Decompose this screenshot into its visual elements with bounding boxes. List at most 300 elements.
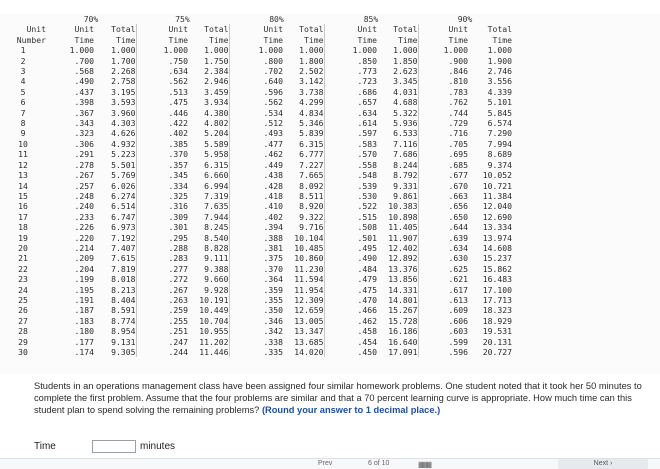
- table-row: [0, 149, 512, 159]
- table-cell: 8.244: [377, 160, 418, 170]
- table-cell: 1.000: [377, 45, 418, 55]
- table-cell: 7.319: [188, 191, 229, 201]
- table-cell: .449: [263, 159, 283, 170]
- table-cell: 8.954: [94, 326, 136, 336]
- table-cell: .650: [448, 211, 468, 222]
- table-cell: 18.323: [482, 305, 512, 316]
- unit-number-cell: 22: [18, 263, 28, 274]
- time-answer-input[interactable]: [92, 440, 136, 453]
- table-cell: 12.892: [377, 253, 418, 263]
- table-cell: .475: [357, 284, 377, 295]
- table-cell: 6.747: [94, 212, 136, 222]
- table-cell: 5.958: [188, 149, 229, 159]
- table-cell: 20.131: [482, 336, 512, 347]
- table-cell: .614: [357, 118, 377, 129]
- unit-number-cell: 17: [18, 211, 28, 222]
- table-cell: 10.052: [482, 170, 512, 181]
- table-cell: 10.191: [188, 295, 229, 305]
- table-cell: 9.331: [377, 181, 418, 191]
- table-row: [0, 45, 512, 55]
- table-cell: 11.446: [188, 347, 229, 357]
- table-cell: .900: [448, 55, 468, 66]
- table-cell: .355: [263, 294, 283, 305]
- table-cell: .596: [263, 86, 283, 97]
- table-cell: 14.608: [482, 242, 512, 253]
- table-cell: 1.900: [487, 55, 512, 66]
- table-cell: 2.268: [94, 66, 136, 76]
- table-row: [0, 118, 512, 128]
- footer-nav: [0, 458, 660, 469]
- table-cell: 9.388: [188, 264, 229, 274]
- column-header: Number: [16, 34, 46, 45]
- table-cell: .177: [74, 336, 94, 347]
- prev-button[interactable]: Prev: [318, 460, 333, 467]
- table-cell: 10.860: [283, 253, 324, 263]
- table-cell: .338: [263, 336, 283, 347]
- unit-number-cell: 25: [18, 294, 28, 305]
- table-cell: .470: [357, 294, 377, 305]
- table-cell: .656: [448, 201, 468, 212]
- table-cell: .295: [168, 232, 188, 243]
- table-cell: .187: [74, 305, 94, 316]
- table-cell: .515: [357, 211, 377, 222]
- table-cell: 4.834: [283, 108, 324, 118]
- table-cell: 6.994: [188, 181, 229, 191]
- table-cell: .174: [74, 347, 94, 357]
- table-cell: 9.131: [94, 337, 136, 347]
- table-cell: 13.005: [283, 316, 324, 326]
- table-cell: 1.000: [94, 45, 136, 55]
- unit-number-cell: 1: [20, 45, 26, 56]
- table-row: [0, 76, 512, 86]
- table-cell: 3.195: [94, 87, 136, 97]
- table-cell: .630: [448, 253, 468, 264]
- table-cell: .267: [74, 170, 94, 181]
- table-cell: 6.973: [94, 222, 136, 232]
- table-cell: .183: [74, 315, 94, 326]
- table-cell: 9.861: [377, 191, 418, 201]
- table-cell: 1.000: [443, 45, 468, 56]
- unit-number-cell: 13: [18, 170, 28, 181]
- table-cell: .670: [448, 180, 468, 191]
- table-cell: 11.405: [377, 222, 418, 232]
- table-cell: .621: [448, 274, 468, 285]
- table-cell: 15.728: [377, 316, 418, 326]
- table-cell: 1.000: [258, 45, 283, 56]
- table-cell: .723: [357, 76, 377, 87]
- table-cell: 1.700: [94, 56, 136, 66]
- table-cell: .220: [74, 232, 94, 243]
- table-cell: 19.531: [482, 326, 512, 337]
- table-cell: 7.227: [283, 160, 324, 170]
- unit-number-cell: 12: [18, 159, 28, 170]
- table-cell: .306: [74, 138, 94, 149]
- table-cell: 8.511: [283, 191, 324, 201]
- table-cell: 11.230: [283, 264, 324, 274]
- table-cell: .402: [168, 128, 188, 139]
- table-cell: 9.305: [94, 347, 136, 357]
- table-cell: .750: [168, 55, 188, 66]
- table-row: [0, 233, 512, 243]
- table-cell: 3.459: [188, 87, 229, 97]
- table-cell: .350: [263, 305, 283, 316]
- table-cell: .325: [168, 190, 188, 201]
- table-row: [0, 243, 512, 253]
- column-header: Time: [283, 35, 324, 45]
- column-header: Time: [94, 35, 136, 45]
- table-cell: 12.309: [283, 295, 324, 305]
- table-cell: .513: [168, 86, 188, 97]
- table-cell: .418: [263, 190, 283, 201]
- table-row: [0, 97, 512, 107]
- table-cell: .609: [448, 305, 468, 316]
- table-cell: .462: [263, 149, 283, 160]
- table-cell: 18.929: [482, 315, 512, 326]
- table-cell: 5.589: [188, 139, 229, 149]
- table-cell: .466: [357, 305, 377, 316]
- table-cell: 16.186: [377, 326, 418, 336]
- table-cell: .277: [168, 263, 188, 274]
- table-cell: .247: [168, 336, 188, 347]
- table-cell: .606: [448, 315, 468, 326]
- column-header: Total: [487, 24, 512, 35]
- question-text: [34, 380, 654, 417]
- table-cell: 10.104: [283, 233, 324, 243]
- table-cell: 17.091: [377, 347, 418, 357]
- table-cell: .663: [448, 190, 468, 201]
- table-cell: .301: [168, 222, 188, 233]
- column-header: Time: [188, 35, 229, 45]
- unit-number-cell: 6: [20, 97, 26, 108]
- table-cell: 8.092: [283, 181, 324, 191]
- unit-number-cell: 20: [18, 242, 28, 253]
- table-cell: 16.483: [482, 274, 512, 285]
- table-cell: 15.237: [482, 253, 512, 264]
- unit-number-cell: 21: [18, 253, 28, 264]
- table-cell: .438: [263, 170, 283, 181]
- table-cell: .388: [263, 232, 283, 243]
- table-cell: 10.721: [482, 180, 512, 191]
- table-cell: .385: [168, 138, 188, 149]
- table-row: [0, 253, 512, 263]
- percent-header-80: 80%: [269, 14, 284, 24]
- unit-number-cell: 23: [18, 274, 28, 285]
- table-cell: 8.591: [94, 305, 136, 315]
- table-cell: 4.299: [283, 97, 324, 107]
- column-header: Unit: [74, 24, 94, 35]
- table-cell: 8.792: [377, 170, 418, 180]
- table-cell: 12.040: [482, 201, 512, 212]
- table-cell: 13.347: [283, 326, 324, 336]
- table-cell: 13.856: [377, 274, 418, 284]
- table-cell: .599: [448, 336, 468, 347]
- table-cell: 4.802: [188, 118, 229, 128]
- table-cell: 9.716: [283, 222, 324, 232]
- table-cell: 10.383: [377, 201, 418, 211]
- table-cell: .283: [168, 253, 188, 264]
- table-row: [0, 212, 512, 222]
- table-cell: .410: [263, 201, 283, 212]
- column-header: Total: [377, 24, 418, 34]
- table-cell: .458: [357, 326, 377, 337]
- table-cell: .475: [168, 97, 188, 108]
- table-cell: .729: [448, 118, 468, 129]
- table-cell: .596: [448, 347, 468, 357]
- table-cell: 1.850: [377, 56, 418, 66]
- table-row: [0, 285, 512, 295]
- table-cell: 1.000: [283, 45, 324, 55]
- table-cell: 8.920: [283, 201, 324, 211]
- table-cell: .644: [448, 222, 468, 233]
- unit-number-cell: 11: [18, 149, 28, 160]
- unit-number-cell: 3: [20, 66, 26, 77]
- table-cell: 14.020: [283, 347, 324, 357]
- table-cell: 6.274: [94, 191, 136, 201]
- table-cell: .359: [263, 284, 283, 295]
- table-cell: .259: [168, 305, 188, 316]
- column-header: Unit: [263, 24, 283, 35]
- table-cell: .477: [263, 138, 283, 149]
- table-cell: 3.345: [377, 76, 418, 86]
- table-cell: .762: [448, 97, 468, 108]
- table-cell: 1.750: [188, 56, 229, 66]
- table-cell: .195: [74, 284, 94, 295]
- table-cell: 7.635: [188, 201, 229, 211]
- unit-number-cell: 24: [18, 284, 28, 295]
- table-cell: 6.315: [188, 160, 229, 170]
- table-cell: .558: [357, 159, 377, 170]
- table-cell: 13.974: [482, 232, 512, 243]
- learning-curve-table: [0, 14, 512, 357]
- table-cell: .346: [263, 315, 283, 326]
- column-header: Time: [357, 34, 377, 45]
- table-cell: .370: [263, 263, 283, 274]
- table-cell: 5.769: [94, 170, 136, 180]
- table-cell: 15.862: [482, 263, 512, 274]
- unit-number-cell: 4: [20, 76, 26, 87]
- table-cell: .422: [168, 118, 188, 129]
- table-cell: 12.402: [377, 243, 418, 253]
- column-header: Time: [168, 34, 188, 45]
- table-cell: .685: [448, 159, 468, 170]
- table-cell: .530: [357, 190, 377, 201]
- table-row: [0, 337, 512, 347]
- table-cell: 12.659: [283, 305, 324, 315]
- table-cell: .233: [74, 211, 94, 222]
- next-label: Next: [593, 460, 609, 467]
- unit-number-cell: 26: [18, 305, 28, 316]
- table-cell: .562: [263, 97, 283, 108]
- table-cell: 1.000: [352, 45, 377, 56]
- table-cell: 5.204: [188, 128, 229, 138]
- unit-number-cell: 19: [18, 232, 28, 243]
- grid-icon[interactable]: ▦▦: [418, 460, 432, 469]
- table-row: [0, 295, 512, 305]
- table-row: [0, 128, 512, 138]
- table-cell: 13.334: [482, 222, 512, 233]
- table-cell: .539: [357, 180, 377, 191]
- table-cell: .640: [263, 76, 283, 87]
- answer-label: Time: [34, 440, 56, 452]
- table-cell: .634: [168, 66, 188, 77]
- table-cell: 11.954: [283, 285, 324, 295]
- percent-header-70: 70%: [83, 14, 99, 24]
- unit-number-cell: 30: [18, 347, 28, 357]
- table-cell: 4.932: [94, 139, 136, 149]
- table-cell: 3.142: [283, 76, 324, 86]
- table-cell: 3.556: [487, 76, 512, 87]
- table-cell: .639: [448, 232, 468, 243]
- table-row: [0, 274, 512, 284]
- table-cell: .343: [74, 118, 94, 129]
- question-body: Students in an operations management class have been assigned four similar homework problems. One student noted that it took her 50 minutes to complete the first problem. Assume that the four problems are similar and that a 70 percent learning curve is appropriate. How much time can this student plan to spend solving the remaining problems?: [34, 381, 642, 416]
- table-cell: 11.907: [377, 233, 418, 243]
- percent-header-90: 90%: [457, 14, 473, 24]
- table-cell: 8.774: [94, 316, 136, 326]
- table-cell: .568: [74, 66, 94, 77]
- column-header-row-1: [0, 24, 512, 34]
- table-cell: .323: [74, 128, 94, 139]
- table-cell: .783: [448, 86, 468, 97]
- table-cell: 2.623: [377, 66, 418, 76]
- table-cell: .199: [74, 274, 94, 285]
- table-cell: .263: [168, 294, 188, 305]
- table-cell: .446: [168, 107, 188, 118]
- table-cell: 6.026: [94, 181, 136, 191]
- table-cell: .462: [357, 315, 377, 326]
- column-header: Total: [283, 24, 324, 34]
- unit-number-cell: 2: [20, 55, 26, 66]
- table-cell: 14.331: [377, 285, 418, 295]
- table-cell: 6.315: [283, 139, 324, 149]
- table-cell: 8.213: [94, 285, 136, 295]
- table-cell: 8.689: [487, 149, 512, 160]
- table-cell: 6.514: [94, 201, 136, 211]
- learning-curve-table-body: [0, 45, 512, 357]
- table-row: [0, 326, 512, 336]
- table-cell: .773: [357, 66, 377, 77]
- table-cell: 13.376: [377, 264, 418, 274]
- table-cell: 7.615: [94, 253, 136, 263]
- table-cell: .800: [263, 55, 283, 66]
- table-cell: 4.339: [487, 86, 512, 97]
- table-cell: 6.777: [283, 149, 324, 159]
- table-row: [0, 222, 512, 232]
- table-cell: 9.322: [283, 212, 324, 222]
- table-cell: .367: [74, 107, 94, 118]
- table-cell: 3.593: [94, 97, 136, 107]
- table-cell: .180: [74, 326, 94, 337]
- table-cell: .288: [168, 242, 188, 253]
- table-cell: .345: [168, 170, 188, 181]
- table-cell: 10.955: [188, 326, 229, 336]
- unit-number-cell: 29: [18, 336, 28, 347]
- table-cell: .810: [448, 76, 468, 87]
- table-cell: 5.223: [94, 149, 136, 159]
- table-cell: .370: [168, 149, 188, 160]
- table-cell: 2.502: [283, 66, 324, 76]
- table-row: [0, 316, 512, 326]
- table-cell: .428: [263, 180, 283, 191]
- table-cell: .309: [168, 211, 188, 222]
- percent-header-75: 75%: [175, 14, 190, 24]
- table-cell: 5.845: [487, 107, 512, 118]
- table-cell: .437: [74, 86, 94, 97]
- table-cell: 9.374: [487, 159, 512, 170]
- table-cell: .240: [74, 201, 94, 212]
- unit-number-cell: 18: [18, 222, 28, 233]
- table-cell: 7.944: [188, 212, 229, 222]
- table-cell: 11.202: [188, 337, 229, 347]
- unit-number-cell: 8: [20, 118, 26, 129]
- table-row: [0, 160, 512, 170]
- table-cell: 7.686: [377, 149, 418, 159]
- table-row: [0, 170, 512, 180]
- answer-row: [34, 438, 175, 454]
- table-cell: 14.801: [377, 295, 418, 305]
- percent-header-85: 85%: [363, 14, 379, 24]
- table-cell: 17.713: [482, 294, 512, 305]
- table-cell: .562: [168, 76, 188, 87]
- table-cell: .357: [168, 159, 188, 170]
- table-cell: .335: [263, 347, 283, 357]
- table-row: [0, 264, 512, 274]
- column-header: Time: [448, 34, 468, 45]
- table-cell: .583: [357, 138, 377, 149]
- table-cell: 9.928: [188, 285, 229, 295]
- unit-number-cell: 7: [20, 107, 26, 118]
- column-header: Time: [492, 34, 512, 45]
- table-cell: 16.640: [377, 337, 418, 347]
- table-cell: .257: [74, 180, 94, 191]
- table-cell: .402: [263, 211, 283, 222]
- table-row: [0, 347, 512, 357]
- table-cell: 4.380: [188, 108, 229, 118]
- table-cell: 1.000: [163, 45, 188, 56]
- table-cell: .597: [357, 128, 377, 139]
- table-cell: .705: [448, 138, 468, 149]
- table-cell: .450: [357, 347, 377, 357]
- table-cell: .394: [263, 222, 283, 233]
- rounding-instruction: (Round your answer to 1 decimal place.): [261, 405, 441, 416]
- table-cell: 2.946: [188, 76, 229, 86]
- table-cell: .495: [357, 242, 377, 253]
- table-row: [0, 66, 512, 76]
- table-cell: .316: [168, 201, 188, 212]
- learning-curve-table-panel: [0, 14, 660, 374]
- table-cell: 2.758: [94, 76, 136, 86]
- table-cell: 3.960: [94, 108, 136, 118]
- table-cell: .501: [357, 232, 377, 243]
- table-cell: .272: [168, 274, 188, 285]
- table-cell: .278: [74, 159, 94, 170]
- table-cell: .657: [357, 97, 377, 108]
- table-cell: .603: [448, 326, 468, 337]
- table-cell: 8.018: [94, 274, 136, 284]
- column-header-row-2: [0, 35, 512, 45]
- table-cell: 7.994: [487, 138, 512, 149]
- column-header: Total: [94, 24, 136, 34]
- column-header: Unit: [168, 24, 188, 35]
- table-cell: 2.384: [188, 66, 229, 76]
- table-cell: 5.501: [94, 160, 136, 170]
- next-button[interactable]: Next ›: [558, 459, 648, 469]
- unit-number-cell: 16: [18, 201, 28, 212]
- table-cell: 12.690: [482, 211, 512, 222]
- column-header: Unit: [357, 24, 377, 35]
- unit-number-cell: 14: [18, 180, 28, 191]
- table-cell: 10.485: [283, 243, 324, 253]
